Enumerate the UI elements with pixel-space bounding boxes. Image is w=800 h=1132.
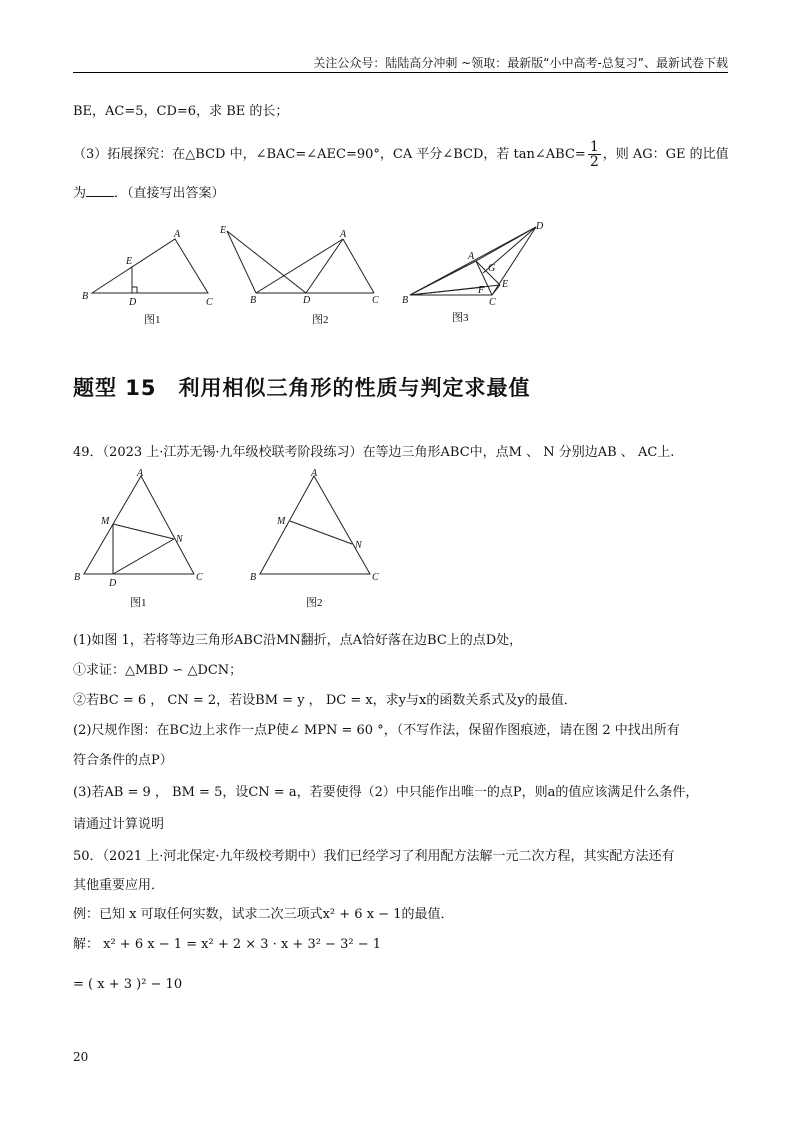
fig1-label-d: D — [129, 297, 137, 308]
fig1-label-a: A — [174, 229, 181, 240]
fig3-line-bf — [410, 287, 485, 295]
q50-intro-cont: 其他重要应用． — [73, 878, 165, 893]
q50-intro: 50．（2021 上·河北保定·九年级校考期中）我们已经学习了利用配方法解一元二次方程，其实配方法还有 — [73, 849, 675, 864]
q49-fig1-label-d: D — [109, 578, 117, 589]
answer-blank — [86, 184, 114, 197]
fig3-label-c: C — [489, 297, 496, 308]
q49-fig2-label-b: B — [250, 572, 257, 583]
problem-line-3-start: 为 — [73, 186, 87, 201]
q49-part1-1: ①求证：△MBD ∽ △DCN； — [73, 663, 243, 678]
fig3-label-d: D — [536, 221, 544, 232]
q49-fig2-label-n: N — [355, 540, 362, 551]
q49-fig1-label-n: N — [176, 534, 183, 545]
problem-line-2-end: ，则 AG：GE 的比值 — [602, 147, 729, 162]
q49-fig1-label-a: A — [137, 468, 144, 479]
fig2-line-ed — [227, 231, 306, 293]
fig3-label-e: E — [502, 279, 509, 290]
fig2-label-a: A — [340, 229, 347, 240]
q49-fig1-line-dn — [113, 539, 174, 574]
fig3-line-ce — [492, 285, 500, 295]
problem-line-3 — [73, 184, 225, 203]
fraction-denominator: 2 — [589, 154, 599, 170]
fig2-label-d: D — [303, 295, 311, 306]
q49-fig2-label-c: C — [372, 572, 379, 583]
figure-1 — [92, 239, 208, 293]
fig2-line-eb — [227, 231, 256, 293]
fig1-label-e: E — [126, 256, 133, 267]
fraction-numerator: 1 — [589, 139, 599, 155]
fraction-one-half — [588, 140, 601, 169]
q49-fig1-caption: 图1 — [130, 597, 147, 609]
fig1-label-b: B — [82, 291, 89, 302]
top-figures — [0, 215, 800, 330]
page-header: 关注公众号：陆陆高分冲刺 ~领取：最新版“小中高考-总复习”、最新试卷下载 — [73, 56, 728, 73]
fig3-label-a: A — [468, 251, 475, 262]
problem-line-2-start: （3）拓展探究：在△BCD 中，∠BAC=∠AEC=90°，CA 平分∠BCD，若 tan∠ABC= — [73, 147, 586, 162]
q49-fig1-label-m: M — [101, 516, 110, 527]
fig1-caption: 图1 — [144, 314, 161, 326]
q49-fig2-label-m: M — [277, 516, 286, 527]
fig1-right-angle-mark — [132, 287, 137, 293]
fig2-label-b: B — [250, 295, 257, 306]
q50-solution-line2: = ( x + 3 )² − 10 — [73, 977, 183, 992]
fig2-line-ac — [343, 239, 374, 293]
fig3-label-g: G — [488, 263, 496, 274]
problem-line-2 — [73, 138, 729, 172]
q49-fig2-caption: 图2 — [306, 597, 323, 609]
fig3-line-ba — [410, 261, 476, 295]
figure-2 — [227, 231, 374, 293]
q50-solution-line1: 解： x² + 6 x − 1 = x² + 2 × 3 · x + 3² − 3² − 1 — [73, 937, 381, 952]
fig3-label-b: B — [402, 295, 409, 306]
q49-part3-cont: 请通过计算说明 — [73, 817, 165, 832]
q49-fig1-line-mn — [113, 524, 174, 539]
q49-fig2-label-a: A — [311, 468, 318, 479]
fig2-caption: 图2 — [312, 314, 329, 326]
problem-line-3-end: ．（直接写出答案） — [114, 186, 225, 201]
q49-intro: 49．（2023 上·江苏无锡·九年级校联考阶段练习）在等边三角形ABC中，点M 、 N 分别边AB 、 AC上. — [73, 445, 675, 460]
q49-part1-2: ②若BC = 6 ， CN = 2，若设BM = y ， DC = x，求y与x的函数关系式及y的最值． — [73, 693, 577, 708]
page-number: 20 — [73, 1050, 89, 1064]
fig3-line-ad — [476, 227, 536, 261]
fig2-line-ab — [256, 239, 343, 293]
q49-fig1-label-c: C — [196, 572, 203, 583]
fig2-label-e: E — [220, 225, 227, 236]
q49-part2-cont: 符合条件的点P） — [73, 753, 173, 768]
q49-part1: (1)如图 1，若将等边三角形ABC沿MN翻折，点A恰好落在边BC上的点D处， — [73, 633, 523, 648]
fig3-caption: 图3 — [452, 312, 469, 324]
fig1-label-c: C — [206, 297, 213, 308]
section-title: 题型 15 利用相似三角形的性质与判定求最值 — [73, 376, 531, 400]
q49-part2: (2)尺规作图：在BC边上求作一点P使∠ MPN = 60 °，（不写作法，保留作图痕迹，请在图 2 中找出所有 — [73, 723, 680, 738]
q49-fig1-label-b: B — [74, 572, 81, 583]
fig3-label-f: F — [478, 285, 485, 296]
fig2-line-ad — [306, 239, 343, 293]
q49-fig2-line-mn — [290, 521, 352, 544]
q49-part3: (3)若AB = 9 ， BM = 5，设CN = a，若要使得（2）中只能作出唯一的点P，则a的值应该满足什么条件， — [73, 785, 699, 800]
fig1-triangle — [92, 239, 208, 293]
q49-figures — [0, 464, 800, 614]
q50-example: 例：已知 x 可取任何实数，试求二次三项式x² + 6 x − 1的最值． — [73, 907, 454, 922]
problem-line-1: BE，AC=5，CD=6，求 BE 的长； — [73, 104, 289, 119]
fig2-label-c: C — [372, 295, 379, 306]
